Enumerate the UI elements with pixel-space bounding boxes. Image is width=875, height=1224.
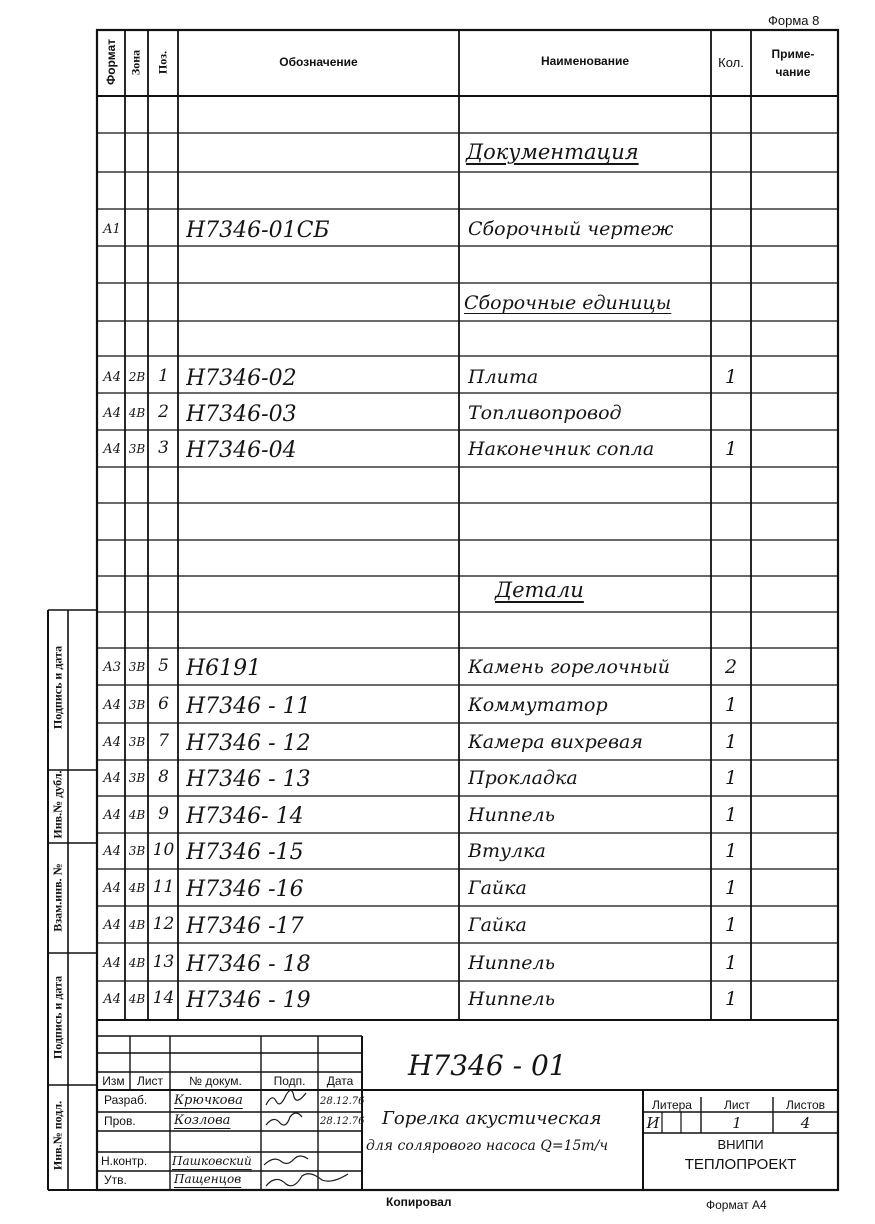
row-qty: 1 [724,988,738,1010]
row-pos: 2 [158,402,169,422]
side-vzam-inv: Взам.инв. № [50,863,65,932]
tb-sheet-value: 1 [732,1114,742,1132]
tb-sheets-value: 4 [800,1114,811,1132]
footer-copied: Копировал [386,1195,452,1209]
header-designation: Обозначение [279,55,358,69]
tb-role-develop: Разраб. [104,1093,148,1107]
tb-role-ncontrol: Н.контр. [101,1154,148,1168]
row-designation: Н7346 - 12 [186,731,311,756]
row-name: Наконечник сопла [468,438,655,460]
row-format: А4 [102,808,122,823]
tb-title-line2: для солярового насоса Q=15т/ч [366,1138,609,1154]
row-name: Сборочный чертеж [468,218,674,240]
row-name: Прокладка [468,767,578,789]
row-qty: 1 [724,366,738,388]
row-qty: 2 [724,656,738,678]
doc-number: Н7346 - 01 [408,1049,567,1082]
row-qty: 1 [724,731,738,753]
row-designation: Н7346-04 [186,438,297,463]
row-zone: 4В [128,881,146,895]
row-qty: 1 [724,804,738,826]
tb-name-approve: Пащенцов [174,1172,242,1186]
row-pos: 13 [152,952,175,972]
row-designation: Н7346 - 19 [186,988,311,1013]
row-qty: 1 [724,877,738,899]
row-pos: 7 [158,731,169,751]
row-designation: Н7346- 14 [186,804,304,829]
header-qty: Кол. [718,55,744,70]
row-name: Гайка [468,877,527,899]
tb-role-check: Пров. [104,1114,136,1128]
header-zone: Зона [128,49,143,76]
row-format: А3 [102,660,122,675]
row-pos: 12 [152,914,175,934]
row-format: А4 [102,406,122,421]
row-name: Коммутатор [468,694,608,716]
row-zone: 3В [128,844,146,858]
row-pos: 8 [158,767,169,787]
tb-name-check: Козлова [174,1113,231,1128]
section-parts: Детали [495,578,584,602]
row-zone: 3В [128,735,146,749]
row-qty: 1 [724,767,738,789]
row-name: Ниппель [468,804,555,826]
row-pos: 9 [158,804,169,824]
row-designation: Н7346 -16 [186,877,304,902]
row-pos: 14 [152,988,175,1008]
row-format: А4 [102,370,122,385]
side-inv-podl: Инв.№ подл. [50,1100,65,1171]
row-designation: Н7346 - 13 [186,767,311,792]
row-zone: 4В [128,992,146,1006]
row-name: Камень горелочный [468,656,670,678]
tb-litera-value: И [646,1114,660,1132]
row-qty: 1 [724,840,738,862]
row-format: А4 [102,698,122,713]
tb-col-sign: Подп. [273,1074,306,1088]
row-pos: 6 [158,694,169,714]
row-qty: 1 [724,952,738,974]
row-format: А4 [102,735,122,750]
row-zone: 4В [128,406,146,420]
row-name: Топливопровод [468,402,622,424]
row-format: А4 [102,956,122,971]
row-designation: Н7346 -15 [186,840,304,865]
row-name: Ниппель [468,988,555,1010]
side-inv-dubl: Инв.№ дубл. [50,770,65,839]
side-sign-date-1: Подпись и дата [50,645,65,730]
tb-col-list: Лист [136,1074,164,1088]
tb-litera-label: Литера [652,1098,692,1112]
row-zone: 2В [128,370,146,384]
row-format: А4 [102,442,122,457]
tb-sheets-label: Листов [786,1098,825,1112]
row-format: A1 [103,222,121,237]
row-name: Втулка [468,840,546,862]
header-format: Формат [104,39,118,86]
row-name: Гайка [468,914,527,936]
tb-sheet-label: Лист [723,1098,751,1112]
tb-name-develop: Крючкова [174,1093,243,1108]
row-designation: Н7346 - 11 [186,694,311,719]
header-pos: Поз. [155,50,170,75]
row-format: А4 [102,992,122,1007]
row-format: А4 [102,881,122,896]
row-designation: Н7346-03 [186,402,297,427]
section-documentation: Документация [466,140,639,164]
row-designation: Н7346-02 [186,366,297,391]
row-pos: 11 [152,877,175,897]
form-label: Форма 8 [768,13,820,28]
row-pos: 1 [158,366,169,386]
tb-org-line2: ТЕПЛОПРОЕКТ [684,1156,797,1173]
row-designation: Н7346-01СБ [186,218,330,243]
tb-title-line1: Горелка акустическая [382,1108,602,1129]
row-zone: 4В [128,918,146,932]
row-designation: Н7346 -17 [186,914,304,939]
row-zone: 3В [128,442,146,456]
row-qty: 1 [724,438,738,460]
row-qty: 1 [724,694,738,716]
row-zone: 4В [128,956,146,970]
tb-date-check: 28.12.76 [320,1116,365,1127]
row-name: Плита [468,366,539,388]
side-sign-date-2: Подпись и дата [50,975,65,1060]
tb-date-develop: 28.12.76 [320,1096,365,1107]
row-designation: Н7346 - 18 [186,952,311,977]
row-zone: 3В [128,698,146,712]
row-name: Ниппель [468,952,555,974]
tb-col-doc: № докум. [189,1074,242,1088]
section-assemblies: Сборочные единицы [464,292,672,314]
tb-role-approve: Утв. [104,1173,127,1187]
tb-col-izm: Изм [102,1074,125,1088]
row-zone: 3В [128,771,146,785]
tb-org-line1: ВНИПИ [717,1137,764,1152]
header-note: Приме- чание [771,47,815,79]
row-name: Камера вихревая [468,731,643,753]
tb-name-ncontrol: Пашковский [172,1154,252,1168]
row-format: А4 [102,844,122,859]
row-pos: 5 [158,656,169,676]
row-format: А4 [102,771,122,786]
row-pos: 10 [152,840,175,860]
tb-col-date: Дата [326,1074,354,1088]
row-designation: Н6191 [186,656,262,681]
row-zone: 4В [128,808,146,822]
row-qty: 1 [724,914,738,936]
row-zone: 3В [128,660,146,674]
footer-format: Формат А4 [706,1198,767,1212]
row-format: А4 [102,918,122,933]
header-name: Наименование [540,54,630,68]
row-pos: 3 [158,438,169,458]
